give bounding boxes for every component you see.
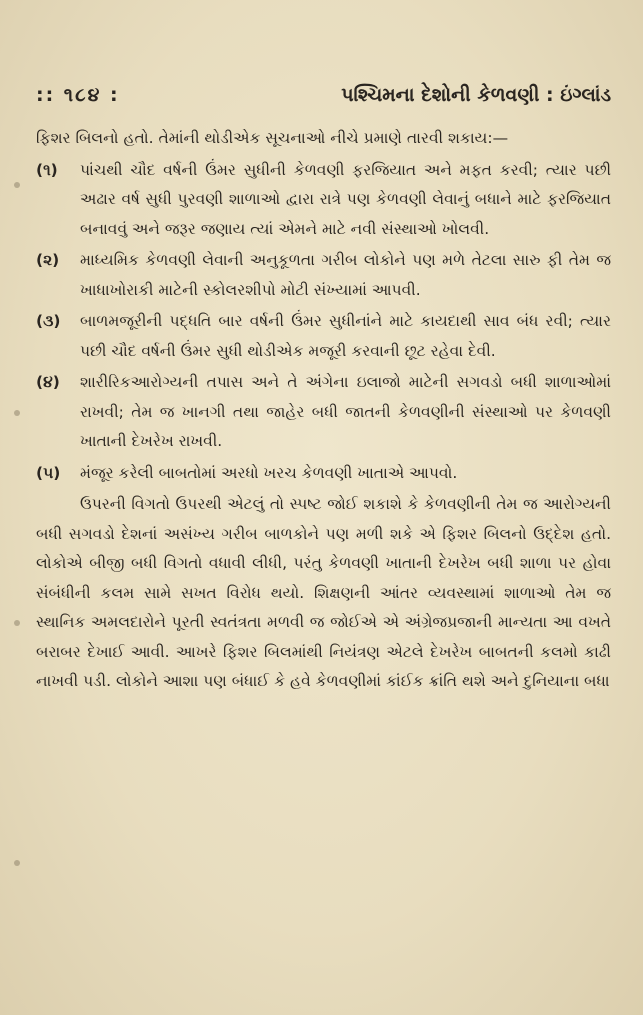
list-item-text: મંજૂર કરેલી બાબતોમાં અરધો ખરચ કેળવણી ખાતાએ આપવો.: [80, 463, 458, 482]
margin-speck: [14, 182, 20, 188]
page-number: :: ૧૮૪ :: [36, 84, 120, 106]
list-item-number: (૩): [36, 312, 61, 330]
list-item-number: (૨): [36, 251, 60, 269]
page-header: [36, 78, 611, 114]
recommendations-list: [36, 156, 611, 489]
intro-paragraph: ફિશર બિલનો હતો. તેમાંની થોડીએક સૂચનાઓ નીચે પ્રમાણે તારવી શકાય:—: [36, 129, 509, 147]
list-item: [36, 246, 611, 305]
list-item: [36, 307, 611, 366]
margin-speck: [14, 620, 20, 626]
margin-speck: [14, 410, 20, 416]
list-item-number: (૪): [36, 373, 60, 391]
page-body: [36, 124, 611, 697]
list-item-number: (૫): [36, 463, 61, 482]
list-item-text: બાળમજૂરીની પદ્ધતિ બાર વર્ષની ઉંમર સુધીનાંને માટે કાયદાથી સાવ બંધ રવી; ત્યાર પછી ચૌદ વર્ષની ઉંમર સુધી થોડીએક મજૂરી કરવાની છૂટ રહેવા દેવી.: [80, 312, 611, 360]
running-title: પશ્ચિમના દેશોની કેળવણી : ઇંગ્લાંડ: [341, 84, 611, 106]
list-item-text: માધ્યમિક કેળવણી લેવાની અનુકૂળતા ગરીબ લોકોને પણ મળે તેટલા સારુ ફી તેમ જ ખાધાખોરાકી માટેની સ્કોલરશીપો મોટી સંખ્યામાં આપવી.: [80, 251, 611, 299]
closing-paragraph: ઉપરની વિગતો ઉપરથી એટલું તો સ્પષ્ટ જોઈ શકાશે કે કેળવણીની તેમ જ આરોગ્યની બધી સગવડો દેશનાં અસંખ્ય ગરીબ બાળકોને પણ મળી શકે એ ફિશર બિલનો ઉદ્દેશ હતો. લોકોએ બીજી બધી વિગતો વધાવી લીધી, પરંતુ કેળવણી ખાતાની દેખરેખ બધી શાળા પર હોવા સંબંધીની કલમ સામે સખત વિરોધ થયો. શિક્ષણની આંતર વ્યવસ્થામાં શાળાઓ તેમ જ સ્થાનિક અમલદારોને પૂરતી સ્વતંત્રતા મળવી જ જોઈએ એ અંગ્રેજપ્રજાની માન્યતા આ વખતે બરાબર દેખાઈ આવી. આખરે ફિશર બિલમાંથી નિયંત્રણ એટલે દેખરેખ બાબતની કલમો કાઢી નાખવી પડી. લોકોને આશા પણ બંધાઈ કે હવે કેળવણીમાં કાંઈક ક્રાંતિ થશે અને દુનિયાના બધા: [36, 495, 611, 690]
list-item-text: શારીરિકઆરોગ્યની તપાસ અને તે અંગેના ઇલાજો માટેની સગવડો બધી શાળાઓમાં રાખવી; તેમ જ ખાનગી તથા જાહેર બધી જાતની કેળવણીની સંસ્થાઓ પર કેળવણી ખાતાની દેખરેખ રાખવી.: [80, 373, 611, 450]
list-item: [36, 459, 611, 489]
list-item: [36, 368, 611, 457]
list-item: [36, 156, 611, 245]
list-item-number: (૧): [36, 160, 58, 179]
list-item-text: પાંચથી ચૌદ વર્ષની ઉંમર સુધીની કેળવણી ફરજિયાત અને મફત કરવી; ત્યાર પછી અઢાર વર્ષ સુધી પુરવણી શાળાઓ દ્વારા રાત્રે પણ કેળવણી લેવાનું બધાને માટે ફરજિયાત બનાવવું અને જરૂર જણાય ત્યાં એમને માટે નવી સંસ્થાઓ ખોલવી.: [80, 160, 611, 238]
margin-speck: [14, 860, 20, 866]
